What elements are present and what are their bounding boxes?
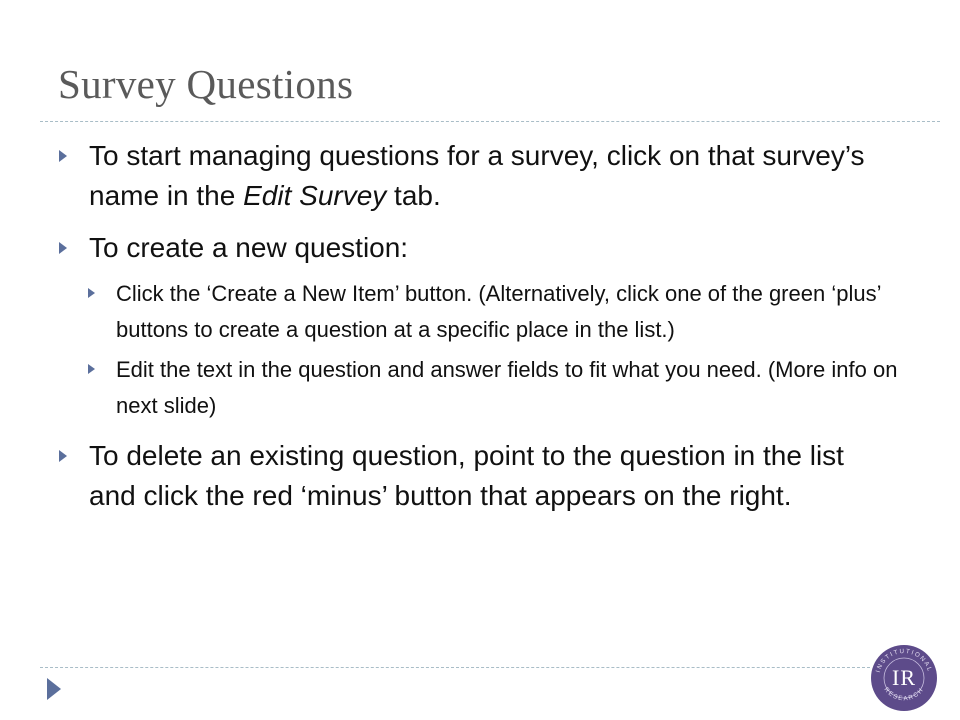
- footer-divider: [40, 667, 870, 668]
- bullet-create-question: [89, 228, 879, 268]
- footer-arrow-icon: [47, 678, 61, 700]
- sub-bullet-click-create: [116, 276, 906, 348]
- slide-title: Survey Questions: [58, 61, 354, 107]
- bullet-start-managing-text-post: tab.: [386, 180, 441, 211]
- logo-ring-bottom-text: RESEARCH: [882, 686, 926, 703]
- title-divider: [40, 121, 940, 122]
- bullet-delete-question-text: To delete an existing question, point to the question in the list and click the red ‘minus’ button that appears on the right.: [89, 440, 844, 511]
- logo-ring-top-text: INSTITUTIONAL: [874, 647, 934, 674]
- bullet-arrow-icon: [59, 450, 67, 462]
- logo-initials: IR: [892, 665, 916, 690]
- bullet-delete-question: [89, 436, 879, 516]
- bullet-arrow-icon: [59, 150, 67, 162]
- institutional-research-logo: [870, 644, 938, 712]
- sub-bullet-arrow-icon: [88, 364, 95, 374]
- sub-bullet-edit-text: [116, 352, 906, 424]
- slide-body: [0, 136, 960, 516]
- bullet-create-question-text: To create a new question:: [89, 232, 409, 263]
- bullet-start-managing: [89, 136, 879, 216]
- edit-survey-tab-name: Edit Survey: [243, 180, 387, 211]
- bullet-arrow-icon: [59, 242, 67, 254]
- sub-bullet-arrow-icon: [88, 288, 95, 298]
- sub-bullet-click-create-text: Click the ‘Create a New Item’ button. (Alternatively, click one of the green ‘plus’ buttons to create a question at a specific place in the list.): [116, 281, 881, 342]
- sub-bullet-edit-text-text: Edit the text in the question and answer fields to fit what you need. (More info on next slide): [116, 357, 898, 418]
- bullet-start-managing-text-pre: To start managing questions for a survey, click on that survey’s name in the: [89, 140, 865, 211]
